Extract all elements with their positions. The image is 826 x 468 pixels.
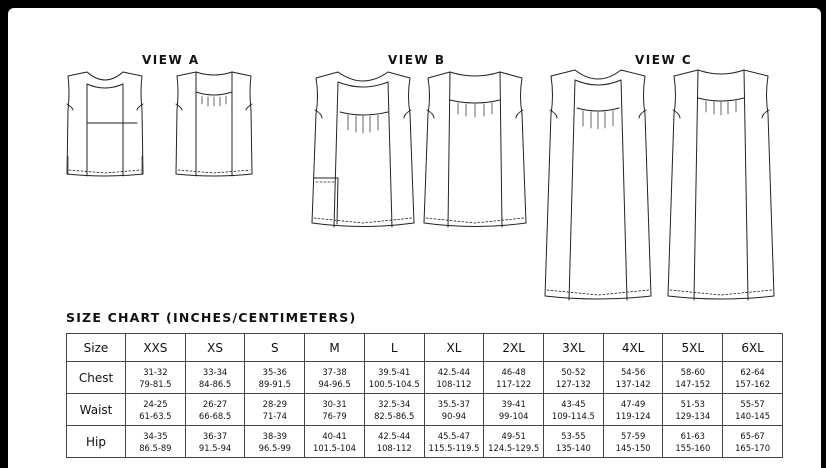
inches-value: 39-41 (501, 398, 526, 409)
view-c-title: VIEW C (635, 53, 693, 67)
view-a-back-illustration (174, 70, 254, 186)
view-a-title: VIEW A (142, 53, 200, 67)
centimeters-value: 99-104 (498, 410, 529, 421)
inches-value: 38-39 (262, 430, 287, 441)
measurement-cell (424, 394, 484, 426)
size-header-cell: 2XL (484, 334, 544, 362)
table-row (67, 362, 783, 394)
centimeters-value: 115.5-119.5 (428, 442, 480, 453)
centimeters-value: 124.5-129.5 (488, 442, 540, 453)
inches-value: 42.5-44 (378, 430, 411, 441)
size-header-cell: S (245, 334, 305, 362)
measurement-label: Hip (67, 426, 126, 458)
centimeters-value: 84-86.5 (198, 378, 232, 389)
inches-value: 53-55 (561, 430, 586, 441)
view-b-front-illustration (310, 70, 416, 235)
view-a-front-illustration (65, 70, 145, 186)
centimeters-value: 101.5-104 (313, 442, 356, 453)
measurement-cell (663, 362, 723, 394)
measurement-cell (603, 362, 663, 394)
view-c-back-illustration (666, 68, 776, 308)
centimeters-value: 71-74 (262, 410, 287, 421)
centimeters-value: 108-112 (376, 442, 412, 453)
inches-value: 57-59 (620, 430, 646, 441)
inches-value: 24-25 (143, 398, 168, 409)
view-b-title: VIEW B (388, 53, 446, 67)
measurement-label: Chest (67, 362, 126, 394)
pattern-sheet (8, 8, 821, 468)
centimeters-value: 165-170 (735, 442, 771, 453)
centimeters-value: 94-96.5 (318, 378, 351, 389)
centimeters-value: 90-94 (441, 410, 467, 421)
measurement-cell (484, 394, 544, 426)
view-c-front-illustration (543, 68, 653, 308)
measurement-cell (424, 362, 484, 394)
measurement-cell (484, 426, 544, 458)
measurement-label: Waist (67, 394, 126, 426)
inches-value: 30-31 (322, 398, 347, 409)
measurement-cell (723, 394, 783, 426)
measurement-cell (424, 426, 484, 458)
measurement-cell (544, 426, 604, 458)
view-b-back-illustration (422, 70, 528, 235)
size-header-cell: 5XL (663, 334, 723, 362)
measurement-cell (723, 426, 783, 458)
centimeters-value: 76-79 (322, 410, 347, 421)
centimeters-value: 108-112 (436, 378, 472, 389)
inches-value: 40-41 (322, 430, 347, 441)
size-corner-label: Size (67, 334, 126, 362)
measurement-cell (126, 394, 186, 426)
inches-value: 46-48 (501, 366, 526, 377)
centimeters-value: 89-91.5 (258, 378, 291, 389)
centimeters-value: 117-122 (496, 378, 532, 389)
inches-value: 47-49 (620, 398, 646, 409)
centimeters-value: 140-145 (735, 410, 771, 421)
centimeters-value: 61-63.5 (139, 410, 172, 421)
inches-value: 58-60 (680, 366, 705, 377)
size-header-cell: XXS (126, 334, 186, 362)
inches-value: 32.5-34 (378, 398, 411, 409)
size-chart-title: SIZE CHART (INCHES/CENTIMETERS) (66, 310, 357, 325)
centimeters-value: 91.5-94 (198, 442, 232, 453)
measurement-cell (544, 394, 604, 426)
size-header-cell: M (305, 334, 365, 362)
centimeters-value: 66-68.5 (198, 410, 232, 421)
measurement-cell (305, 362, 365, 394)
measurement-cell (305, 394, 365, 426)
measurement-cell (364, 362, 424, 394)
inches-value: 39.5-41 (378, 366, 411, 377)
centimeters-value: 86.5-89 (139, 442, 172, 453)
measurement-cell (603, 426, 663, 458)
centimeters-value: 147-152 (675, 378, 711, 389)
inches-value: 42.5-44 (437, 366, 471, 377)
centimeters-value: 129-134 (675, 410, 711, 421)
measurement-cell (603, 394, 663, 426)
inches-value: 35-36 (262, 366, 287, 377)
inches-value: 33-34 (202, 366, 228, 377)
inches-value: 65-67 (740, 430, 765, 441)
measurement-cell (544, 362, 604, 394)
size-header-cell: XL (424, 334, 484, 362)
inches-value: 37-38 (322, 366, 347, 377)
measurement-cell (663, 426, 723, 458)
size-header-cell: 3XL (544, 334, 604, 362)
inches-value: 49-51 (501, 430, 526, 441)
size-header-row (67, 334, 783, 362)
inches-value: 45.5-47 (437, 430, 471, 441)
table-row (67, 426, 783, 458)
inches-value: 35.5-37 (437, 398, 471, 409)
size-header-cell: XS (185, 334, 245, 362)
inches-value: 62-64 (740, 366, 765, 377)
size-header-cell: 6XL (723, 334, 783, 362)
size-table-body (67, 362, 783, 458)
centimeters-value: 127-132 (555, 378, 591, 389)
inches-value: 55-57 (740, 398, 765, 409)
centimeters-value: 82.5-86.5 (374, 410, 415, 421)
centimeters-value: 119-124 (615, 410, 651, 421)
measurement-cell (185, 394, 245, 426)
measurement-cell (484, 362, 544, 394)
measurement-cell (723, 362, 783, 394)
centimeters-value: 157-162 (735, 378, 771, 389)
centimeters-value: 96.5-99 (258, 442, 291, 453)
centimeters-value: 145-150 (615, 442, 651, 453)
inches-value: 26-27 (202, 398, 228, 409)
centimeters-value: 155-160 (675, 442, 711, 453)
inches-value: 43-45 (561, 398, 586, 409)
centimeters-value: 109-114.5 (551, 410, 595, 421)
measurement-cell (245, 394, 305, 426)
measurement-cell (185, 426, 245, 458)
table-row (67, 394, 783, 426)
measurement-cell (185, 362, 245, 394)
inches-value: 51-53 (680, 398, 705, 409)
measurement-cell (305, 426, 365, 458)
inches-value: 34-35 (143, 430, 168, 441)
inches-value: 28-29 (262, 398, 287, 409)
centimeters-value: 135-140 (555, 442, 591, 453)
centimeters-value: 100.5-104.5 (368, 378, 420, 389)
measurement-cell (245, 362, 305, 394)
centimeters-value: 137-142 (615, 378, 651, 389)
size-header-cell: 4XL (603, 334, 663, 362)
measurement-cell (245, 426, 305, 458)
centimeters-value: 79-81.5 (139, 378, 172, 389)
measurement-cell (364, 426, 424, 458)
inches-value: 61-63 (680, 430, 705, 441)
measurement-cell (126, 362, 186, 394)
inches-value: 50-52 (561, 366, 586, 377)
measurement-cell (364, 394, 424, 426)
size-chart-table (66, 333, 783, 458)
inches-value: 36-37 (202, 430, 228, 441)
measurement-cell (663, 394, 723, 426)
inches-value: 31-32 (143, 366, 168, 377)
size-header-cell: L (364, 334, 424, 362)
inches-value: 54-56 (620, 366, 646, 377)
measurement-cell (126, 426, 186, 458)
